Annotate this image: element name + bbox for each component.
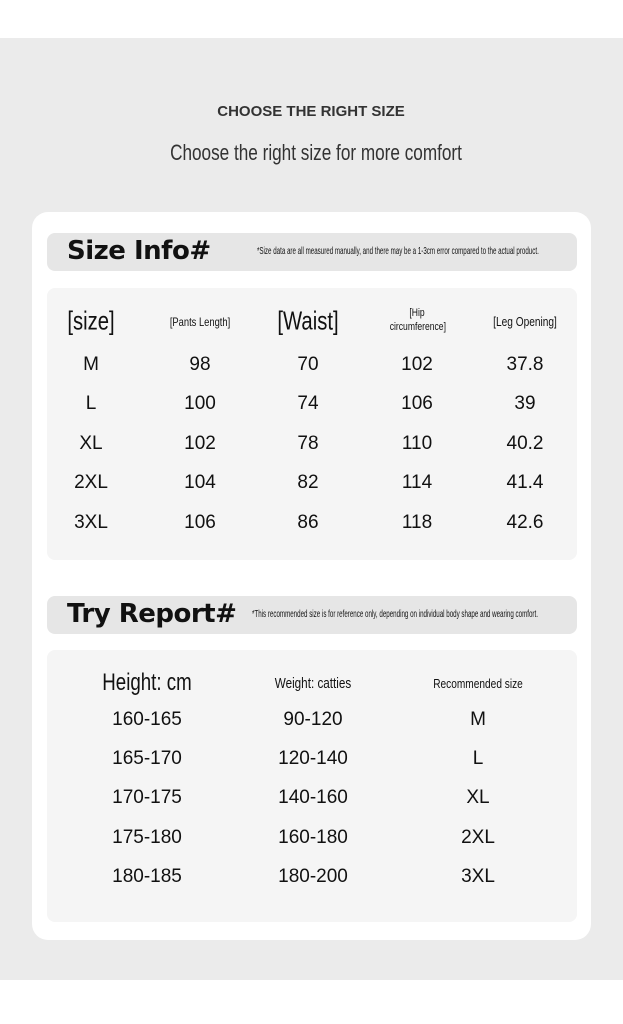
table-cell: XL (466, 787, 490, 808)
table-cell: L (85, 393, 97, 414)
column-header (264, 672, 362, 694)
table-cell: XL (79, 433, 103, 454)
try-report-note: *This recommended size is for reference only, depending on individual body shape and wearing comfort. (252, 609, 538, 620)
table-cell: 110 (401, 433, 433, 454)
try-report-header (47, 596, 577, 634)
column-header (90, 669, 205, 697)
column-header (382, 306, 452, 336)
table-cell: 140-160 (278, 787, 348, 808)
table-cell: 42.6 (506, 512, 544, 533)
table-cell: 102 (184, 433, 216, 454)
table-cell: 39 (514, 393, 536, 414)
column-header-label: [Waist] (277, 305, 339, 336)
table-cell: 118 (401, 512, 433, 533)
table-cell: 3XL (461, 866, 495, 887)
table-cell: 102 (401, 354, 433, 375)
table-cell: M (83, 354, 99, 375)
table-cell: 3XL (74, 512, 108, 533)
table-cell: 41.4 (506, 472, 544, 493)
table-cell: 100 (184, 393, 216, 414)
size-info-note: *Size data are all measured manually, and there may be a 1-3cm error compared to the actual product. (257, 246, 539, 257)
table-cell: 90-120 (283, 709, 343, 730)
table-cell: 2XL (74, 472, 108, 493)
column-header-label: [Leg Opening] (493, 314, 557, 329)
table-cell: 82 (297, 472, 319, 493)
table-cell: 86 (297, 512, 319, 533)
column-header (269, 306, 347, 337)
table-cell: 74 (297, 393, 319, 414)
column-header-label: [size] (67, 305, 115, 336)
column-header (61, 306, 122, 337)
table-cell: 114 (401, 472, 433, 493)
table-cell: 175-180 (112, 827, 182, 848)
size-info-header (47, 233, 577, 271)
section-subtitle: Choose the right size for more comfort (170, 140, 462, 165)
size-info-title: Size Info# (67, 236, 211, 266)
table-cell: 160-180 (278, 827, 348, 848)
column-header-label: [Pants Length] (169, 315, 231, 329)
size-table (47, 288, 577, 560)
table-cell: 165-170 (112, 748, 182, 769)
try-report-title: Try Report# (67, 599, 237, 629)
section-title: CHOOSE THE RIGHT SIZE (217, 103, 405, 120)
table-cell: 78 (297, 433, 319, 454)
table-cell: 180-185 (112, 866, 182, 887)
table-cell: 120-140 (278, 748, 348, 769)
column-header-label: Height: cm (102, 669, 192, 696)
table-cell: 170-175 (112, 787, 182, 808)
table-cell: 40.2 (506, 433, 544, 454)
table-cell: 106 (401, 393, 433, 414)
column-header-label: Recommended size (433, 676, 523, 691)
table-cell: 70 (297, 354, 319, 375)
table-cell: 104 (184, 472, 216, 493)
column-header (161, 310, 238, 332)
table-cell: 37.8 (506, 354, 544, 375)
table-cell: 2XL (461, 827, 495, 848)
column-header (484, 310, 566, 332)
table-cell: L (472, 748, 484, 769)
recommend-table (47, 650, 577, 922)
table-cell: 180-200 (278, 866, 348, 887)
table-cell: 106 (184, 512, 216, 533)
table-cell: M (470, 709, 486, 730)
column-header-label: Weight: catties (274, 675, 352, 692)
table-cell: 98 (189, 354, 211, 375)
column-header (421, 672, 536, 694)
column-header-label: [Hip circumference] (389, 307, 446, 333)
table-cell: 160-165 (112, 709, 182, 730)
